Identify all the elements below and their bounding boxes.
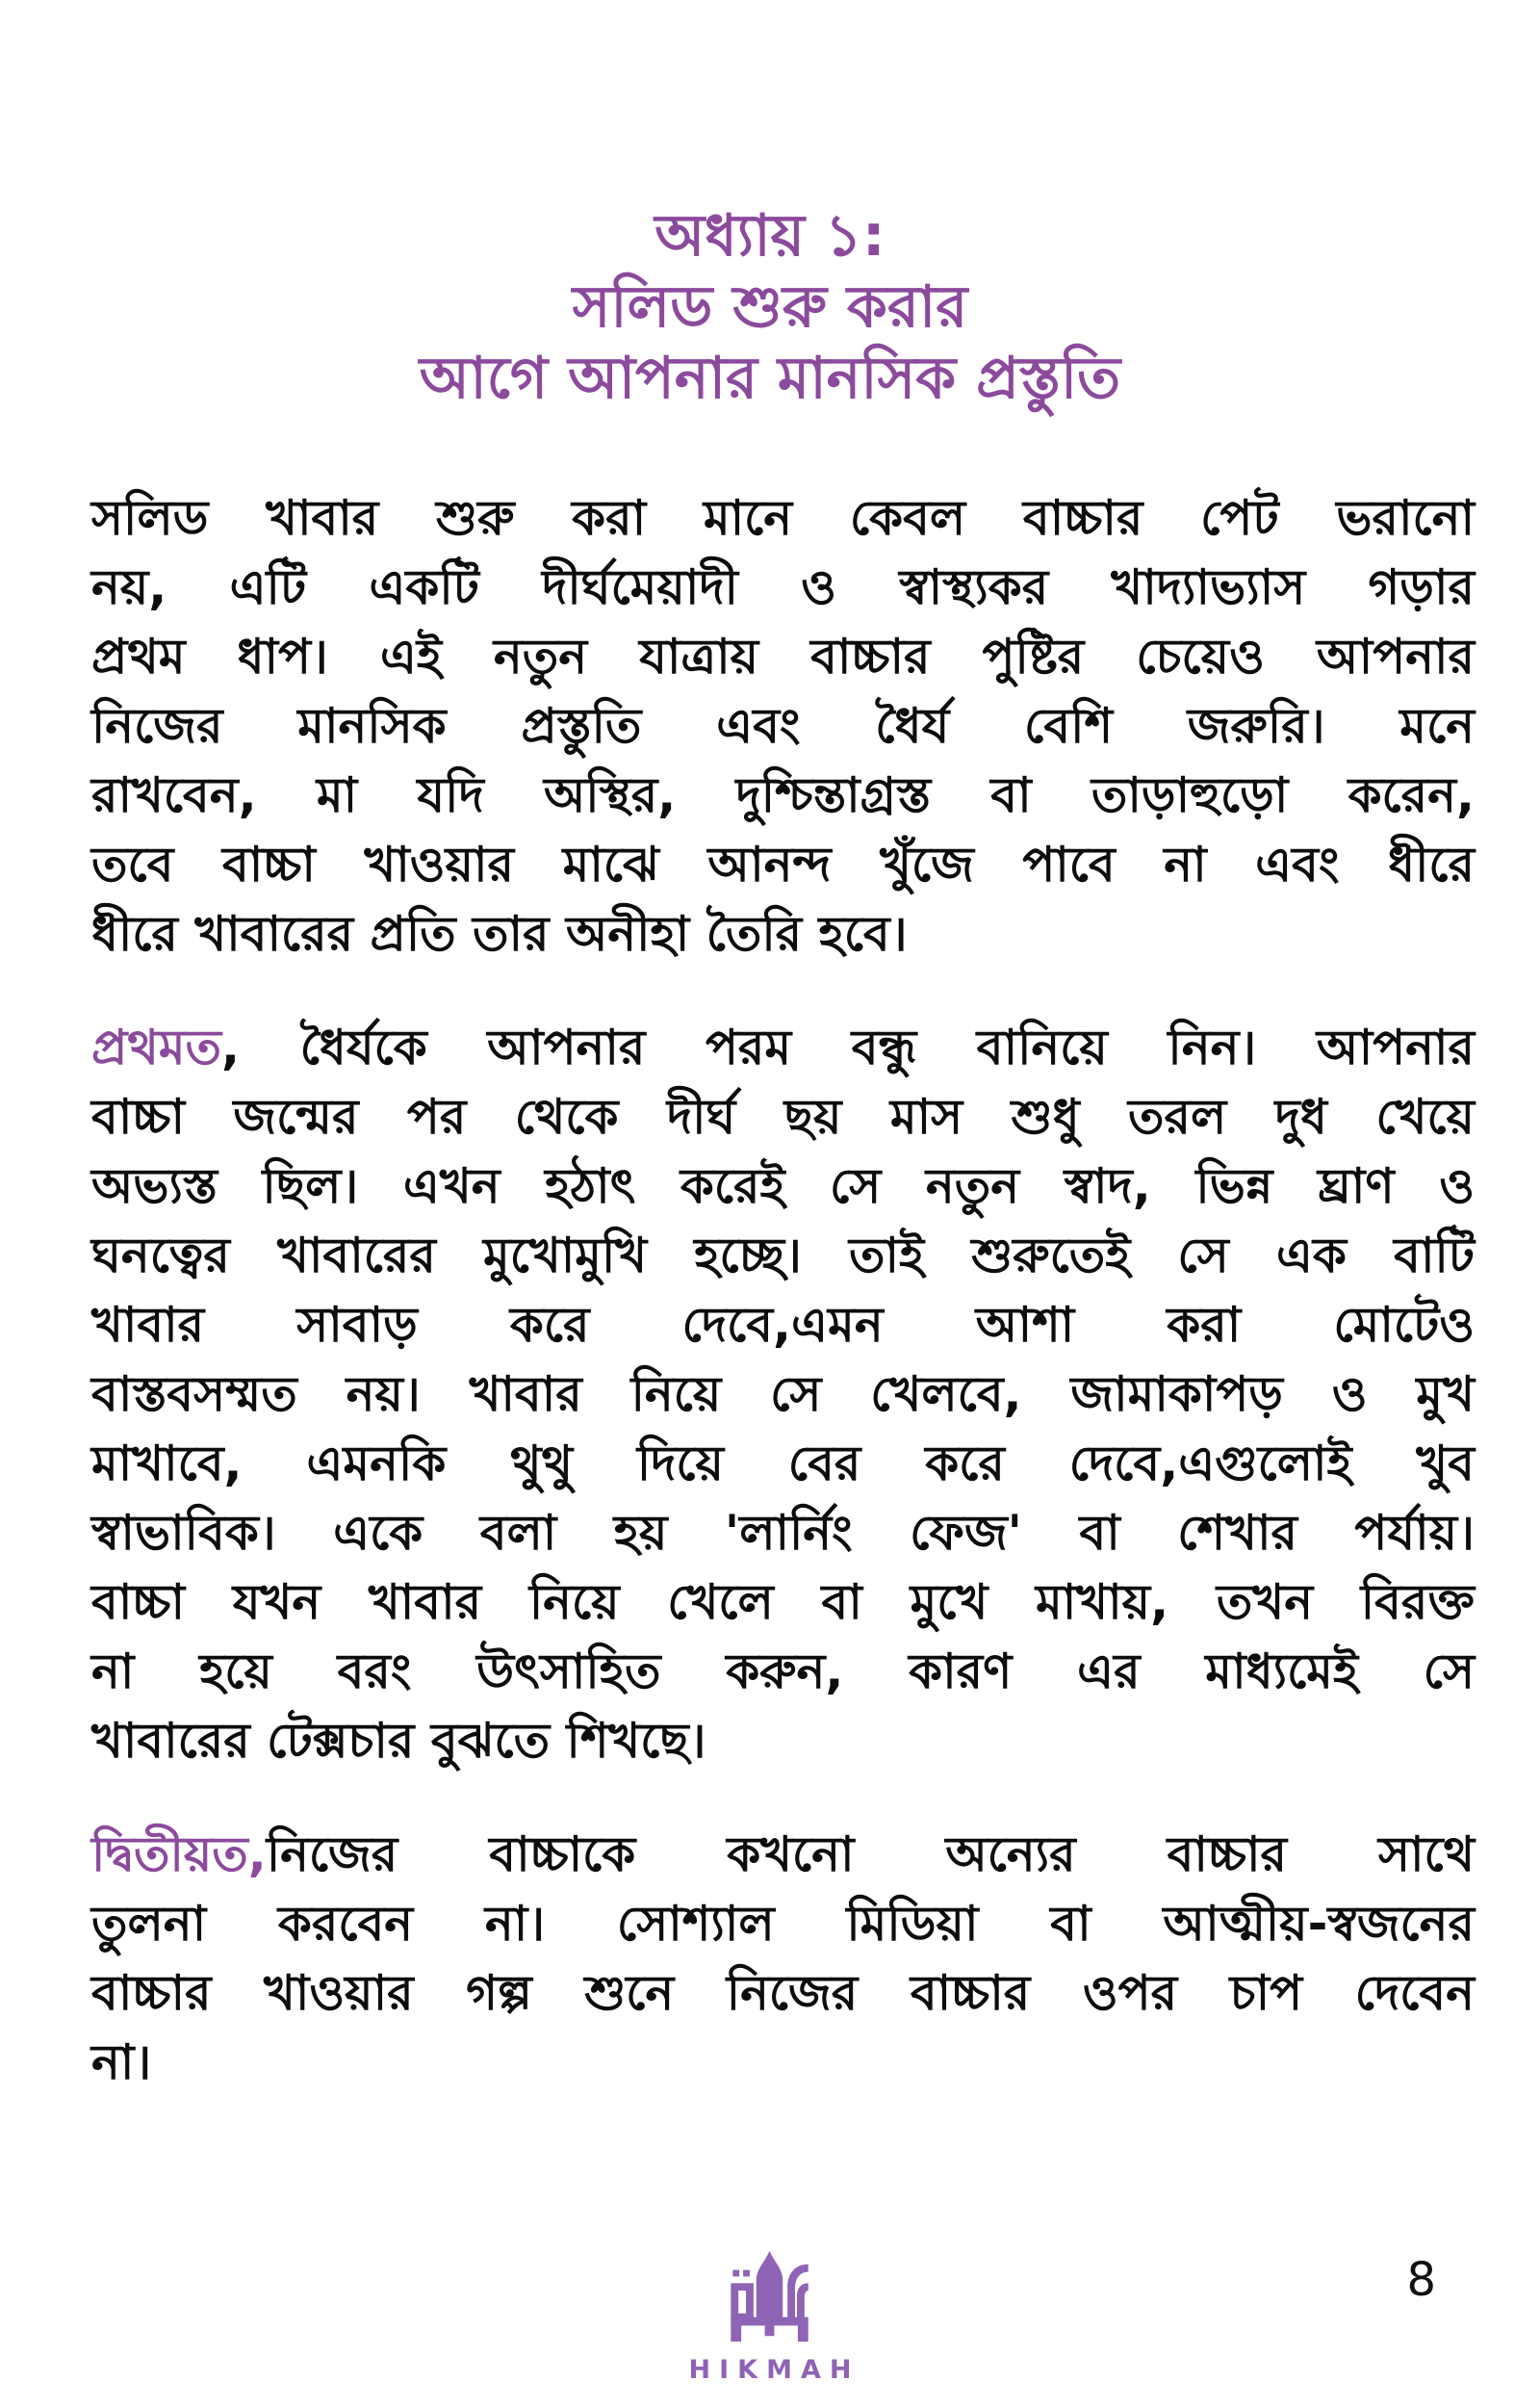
body-line: নয়, এটি একটি দীর্ঘমেয়াদী ও স্বাস্থ্যকর খাদ্যাভ্যাস গড়ার [91,559,1475,615]
body-line: খাবার সাবাড় করে দেবে,এমন আশা করা মোটেও [91,1297,1475,1353]
body-line: বাচ্চার খাওয়ার গল্প শুনে নিজের বাচ্চার ওপর চাপ দেবেন [91,1965,1475,2021]
paragraph [91,1820,1475,2097]
body-line: মাখাবে, এমনকি থুথু দিয়ে বের করে দেবে,এগুলোই খুব [91,1436,1475,1491]
body-line: তুলনা করবেন না। সোশ্যাল মিডিয়া বা আত্মীয়-স্বজনের [91,1896,1475,1952]
lead-word: দ্বিতীয়ত, [91,1826,267,1882]
footer [680,2251,860,2385]
hikmah-logo-icon [718,2251,822,2347]
body-line: প্রথম ধাপ। এই নতুন যাত্রায় বাচ্চার পুষ্টির চেয়েও আপনার [91,629,1475,685]
body-line: ধীরে খাবারের প্রতি তার অনীহা তৈরি হবে। [91,906,908,962]
body-line: অভ্যস্ত ছিল। এখন হঠাৎ করেই সে নতুন স্বাদ, ভিন্ন ঘ্রাণ ও [91,1158,1475,1214]
body-line: স্বাভাবিক। একে বলা হয় 'লার্নিং ফেজ' বা শেখার পর্যায়। [91,1505,1475,1561]
body-line: খাবারের টেক্সচার বুঝতে শিখছে। [91,1713,706,1769]
paragraph [91,483,1475,969]
body-line: বাচ্চা জন্মের পর থেকে দীর্ঘ ছয় মাস শুধু তরল দুধ খেয়ে [91,1089,1475,1145]
body-text [91,483,1475,2097]
body-line: নিজের মানসিক প্রস্তুতি এবং ধৈর্য বেশি জরুরি। মনে [91,698,1475,754]
body-line: না। [91,2034,152,2090]
body-line: বাচ্চা যখন খাবার নিয়ে খেলে বা মুখে মাখায়, তখন বিরক্ত [91,1574,1475,1630]
body-line: দ্বিতীয়ত,নিজের বাচ্চাকে কখনো অন্যের বাচ্চার সাথে [91,1826,1475,1882]
body-line: বাস্তবসম্মত নয়। খাবার নিয়ে সে খেলবে, জামাকাপড় ও মুখ [91,1366,1475,1422]
body-line: সলিড খাবার শুরু করা মানে কেবল বাচ্চার পেট ভরানো [91,490,1475,546]
paragraph [91,1013,1475,1775]
lead-word: প্রথমত [91,1020,221,1075]
body-line: তবে বাচ্চা খাওয়ার মাঝে আনন্দ খুঁজে পাবে না এবং ধীরে [91,837,1475,893]
chapter-title-line-1: অধ্যায় ১: [654,202,886,270]
hikmah-wordmark: HIKMAH [688,2355,860,2385]
body-line: রাখবেন, মা যদি অস্থির, দুশ্চিন্তাগ্রস্ত বা তাড়াহুড়ো করেন, [91,767,1475,823]
body-line: না হয়ে বরং উৎসাহিত করুন, কারণ এর মাধ্যমেই সে [91,1643,1475,1699]
chapter-title [0,0,1540,414]
chapter-title-line-3: আগে আপনার মানসিক প্রস্তুতি [419,345,1121,412]
page-number: 8 [1406,2253,1436,2307]
body-line: ঘনত্বের খাবারের মুখোমুখি হচ্ছে। তাই শুরুতেই সে এক বাটি [91,1228,1475,1283]
chapter-title-line-2: সলিড শুরু করার [572,273,968,341]
body-line: প্রথমত, ধৈর্যকে আপনার পরম বন্ধু বানিয়ে নিন। আপনার [91,1020,1475,1075]
